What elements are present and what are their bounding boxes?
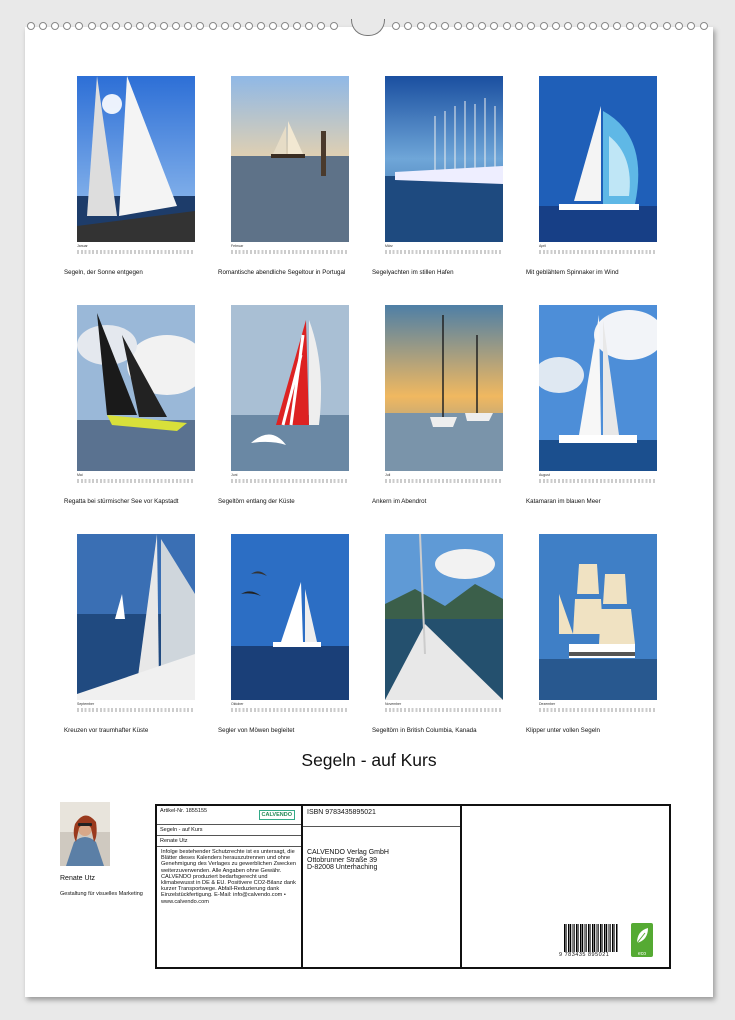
day-grid (539, 250, 657, 254)
month-name: April (539, 244, 547, 248)
ring-hole (257, 22, 265, 30)
author-block (60, 802, 155, 898)
month-page (372, 305, 503, 505)
month-photo (231, 76, 349, 242)
ring-hole (100, 22, 108, 30)
ring-hole (245, 22, 253, 30)
ring-hole (112, 22, 120, 30)
ring-hole (577, 22, 585, 30)
barcode-bar (564, 924, 566, 952)
ring-hole (330, 22, 338, 30)
ring-hole (417, 22, 425, 30)
ring-hole (454, 22, 462, 30)
ring-hole (663, 22, 671, 30)
month-caption: Segeln, der Sonne entgegen (64, 269, 143, 276)
ring-hole (626, 22, 634, 30)
product-title: Segeln - auf Kurs (157, 825, 301, 836)
barcode-bar (566, 924, 567, 952)
ring-hole (613, 22, 621, 30)
barcode-bar (594, 924, 596, 952)
author-role: Gestaltung für visuelles Marketing (60, 891, 143, 897)
ring-hole (687, 22, 695, 30)
product-author: Renate Utz (157, 836, 301, 847)
barcode-bar (616, 924, 617, 952)
barcode-number: 9 783435 895021 (559, 952, 610, 958)
barcode-bar (597, 924, 598, 952)
eco-badge (631, 923, 653, 957)
month-name: Oktober (231, 702, 244, 706)
ring-hole (88, 22, 96, 30)
barcode-bar (609, 924, 610, 952)
product-info-box (155, 804, 671, 969)
month-caption: Segler von Möwen begleitet (218, 727, 295, 734)
barcode-bar (602, 924, 603, 952)
month-caption: Regatta bei stürmischer See vor Kapstadt (64, 498, 179, 505)
month-page (64, 76, 195, 276)
month-name: November (385, 702, 402, 706)
barcode-bar (582, 924, 584, 952)
month-page (526, 305, 657, 505)
month-name: Februar (231, 244, 244, 248)
month-name: August (539, 473, 550, 477)
month-page (372, 534, 503, 734)
month-name: März (385, 244, 393, 248)
barcode-bar (586, 924, 587, 952)
ring-hole (148, 22, 156, 30)
day-grid (385, 250, 503, 254)
ring-hole (221, 22, 229, 30)
barcode-bar (598, 924, 599, 952)
ring-hole (527, 22, 535, 30)
barcode-bar (585, 924, 586, 952)
month-photo (539, 76, 657, 242)
barcode-bar (568, 924, 569, 952)
calvendo-logo: CALVENDO (259, 810, 295, 820)
ring-hole (51, 22, 59, 30)
month-photo (385, 76, 503, 242)
ring-hole (39, 22, 47, 30)
month-photo (539, 534, 657, 700)
month-name: September (77, 702, 95, 706)
ring-hole (404, 22, 412, 30)
barcode-bar (574, 924, 575, 952)
barcode-bar (604, 924, 605, 952)
month-caption: Katamaran im blauen Meer (526, 498, 601, 505)
month-photo (231, 305, 349, 471)
ring-hole (305, 22, 313, 30)
calendar-back-sheet (25, 27, 713, 997)
day-grid (539, 708, 657, 712)
month-photo (385, 305, 503, 471)
barcode-bar (570, 924, 572, 952)
month-name: Juni (231, 473, 238, 477)
ring-hole (601, 22, 609, 30)
month-name: Juli (385, 473, 391, 477)
ring-hole (281, 22, 289, 30)
month-caption: Segelyachten im stillen Hafen (372, 269, 454, 276)
month-page (372, 76, 503, 276)
ring-hole (392, 22, 400, 30)
month-photo (231, 534, 349, 700)
month-photo (77, 76, 195, 242)
isbn: ISBN 9783435895021 (303, 806, 460, 827)
day-grid (77, 479, 195, 483)
month-caption: Segeltörn in British Columbia, Kanada (372, 727, 477, 734)
publisher-street: Ottobrunner Straße 39 (307, 856, 378, 864)
barcode-bar (600, 924, 602, 952)
day-grid (231, 250, 349, 254)
ring-hole (75, 22, 83, 30)
barcode-bar (610, 924, 611, 952)
ring-hole (589, 22, 597, 30)
barcode-bar (592, 924, 593, 952)
month-name: Dezember (539, 702, 556, 706)
barcode-bar (588, 924, 590, 952)
info-column-product (157, 806, 303, 967)
month-name: Januar (77, 244, 88, 248)
calendar-title: Segeln - auf Kurs (301, 750, 437, 770)
barcode-bar (614, 924, 615, 952)
ring-hole (638, 22, 646, 30)
month-name: Mai (77, 473, 83, 477)
ring-hole (478, 22, 486, 30)
month-photo (77, 534, 195, 700)
author-name: Renate Utz (60, 875, 96, 882)
legal-notice: Infolge bestehender Schutzrechte ist es untersagt, die Blätter dieses Kalenders herauszutrennen und ohne Genehmigung des Verlages zu gewerblichen Zwecken weiterzuverwenden. Alle Angaben ohne Gewähr. CALVENDO produziert bedarfsgerecht und klimabewusst in DE & EU. Positivere CO2-Bilanz dank kurzer Transportwege. Abfall-Reduzierung dank Einzelstückfertigung. E-Mail: info@calvendo.com • www.calvendo.com (161, 849, 296, 905)
day-grid (231, 479, 349, 483)
ring-hole (466, 22, 474, 30)
ring-hole (515, 22, 523, 30)
month-caption: Kreuzen vor traumhafter Küste (64, 727, 149, 734)
ring-hole (564, 22, 572, 30)
day-grid (77, 708, 195, 712)
barcode-bar (590, 924, 591, 952)
ring-hole (196, 22, 204, 30)
month-caption: Mit geblähtem Spinnaker im Wind (526, 269, 619, 276)
ring-hole (317, 22, 325, 30)
ring-hole (503, 22, 511, 30)
day-grid (231, 708, 349, 712)
ring-hole (209, 22, 217, 30)
article-number: Artikel-Nr. 1855155 (160, 808, 208, 814)
ring-hole (160, 22, 168, 30)
ring-hole (172, 22, 180, 30)
barcode-bar (576, 924, 578, 952)
barcode-bar (578, 924, 579, 952)
eco-label: eco (637, 951, 647, 957)
month-page (64, 305, 195, 505)
barcode-bar (606, 924, 608, 952)
month-page (218, 305, 349, 505)
ring-hole (429, 22, 437, 30)
ring-hole (184, 22, 192, 30)
publisher-name: CALVENDO Verlag GmbH (307, 849, 389, 856)
month-photo (385, 534, 503, 700)
ring-hole (63, 22, 71, 30)
ring-hole (540, 22, 548, 30)
ring-hole (233, 22, 241, 30)
ring-hole (293, 22, 301, 30)
month-caption: Ankern im Abendrot (372, 498, 427, 505)
ring-hole (552, 22, 560, 30)
ring-hole (441, 22, 449, 30)
month-photo (539, 305, 657, 471)
ring-hole (136, 22, 144, 30)
leaf-icon (631, 923, 653, 949)
month-page (218, 534, 349, 734)
publisher-city: D-82008 Unterhaching (307, 864, 378, 871)
month-photo (77, 305, 195, 471)
ring-hole (27, 22, 35, 30)
ring-hole (269, 22, 277, 30)
month-page (526, 76, 657, 276)
ring-hole (675, 22, 683, 30)
month-caption: Klipper unter vollen Segeln (526, 727, 600, 734)
day-grid (539, 479, 657, 483)
ring-hole (650, 22, 658, 30)
month-caption: Romantische abendliche Segeltour in Portugal (218, 269, 346, 276)
month-page (64, 534, 195, 734)
month-page (218, 76, 349, 276)
barcode-bar (580, 924, 581, 952)
ring-hole (124, 22, 132, 30)
barcode-bar (612, 924, 614, 952)
day-grid (77, 250, 195, 254)
day-grid (385, 479, 503, 483)
info-column-publisher (303, 806, 462, 967)
ring-hole (490, 22, 498, 30)
barcode-bar (573, 924, 574, 952)
ring-hole (700, 22, 708, 30)
day-grid (385, 708, 503, 712)
month-page (526, 534, 657, 734)
month-caption: Segeltörn entlang der Küste (218, 498, 295, 505)
author-photo (60, 802, 110, 866)
